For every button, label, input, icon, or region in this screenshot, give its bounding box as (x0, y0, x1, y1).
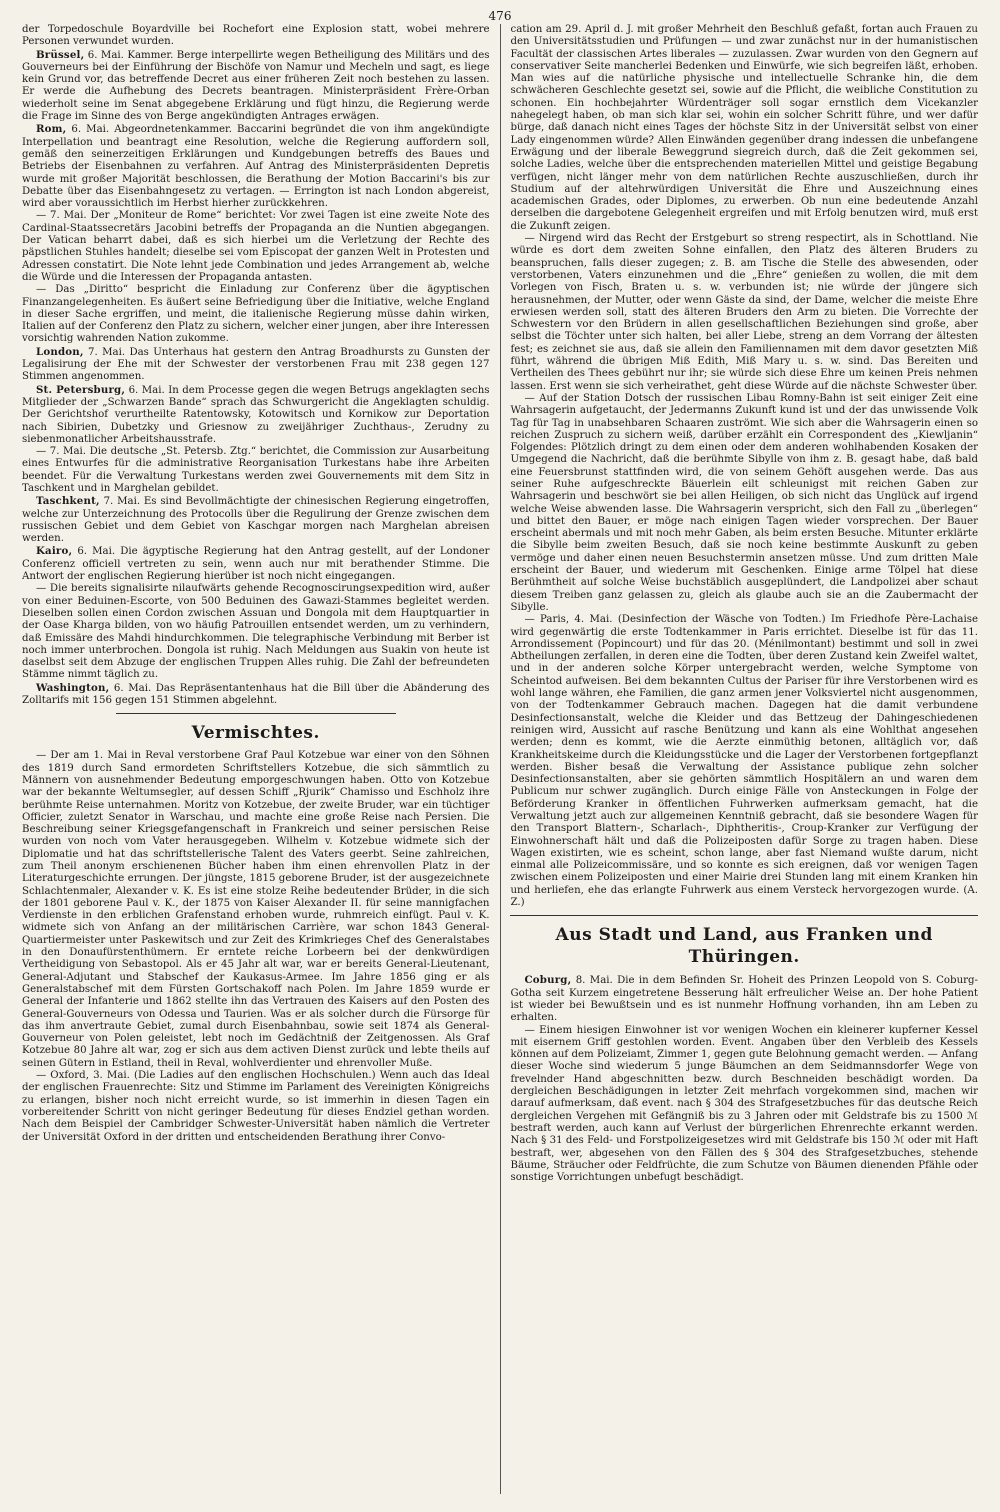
misc-article: cation am 29. April d. J. mit großer Mehrheit den Beschluß gefaßt, fortan auch Frauen zu den Universitätsstudien und Prüfungen — und zwar zunächst nur in der humanistischen Facultät der classischen Artes liberales — zuzulassen. Zwar wurden von den Gegnern auf conservativer Seite mancherlei Bedenken und Einwürfe, wie sich begreifen läßt, erhoben. Man wies auf die natürliche physische und intellectuelle Schranke hin, die dem schwächeren Geschlechte gesetzt sei, sowie auf die Pflicht, die weibliche Constitution zu schonen. Ein hochbejahrter Würdenträger soll sogar ernstlich dem Vicekanzler nahegelegt haben, ob man sich klar sei, wohin ein solcher Schritt führe, und wer dafür bürge, daß danach nicht eines Tages der höchste Sitz in der Universität selbst von einer Lady eingenommen würde? Allen Einwänden gegenüber drang indessen die unbefangene Erwägung und der liberale Beweggrund siegreich durch, daß die Zeit gekommen sei, solche Ladies, welche über die entsprechenden materiellen Mittel und geistige Begabung verfügen, nicht länger mehr von dem natürlichen Rechte auszuschließen, durch ihr Studium auf der altehrwürdigen Universität die Ehre und Auszeichnung eines academischen Grades, oder Diplomes, zu erwerben. Ob nun eine bedeutende Anzahl derselben die dargebotene Gelegenheit ergreifen und mit Erfolg benutzen wird, muß erst die Zukunft zeigen. (510, 24, 978, 232)
section-rule (116, 713, 397, 714)
misc-list (22, 750, 490, 1144)
misc-article: — Paris, 4. Mai. (Desinfection der Wäsche von Todten.) Im Friedhofe Père-Lachaise wird gegenwärtig die erste Todtenkammer in Paris errichtet. Dieselbe ist für das 11. Arrondissement (Popincourt) und für das 20. (Ménilmontant) bestimmt und soll in zwei Abtheilungen zerfallen, in deren eine die Todten, über deren Zustand kein Zweifel waltet, und in der anderen solche Körper untergebracht werden, welche Symptome von Scheintod aufweisen. Bei dem bekannten Cultus der Pariser für ihre Verstorbenen wird es wohl lange währen, ehe Familien, die ganz armen jener Volksviertel nicht ausgenommen, von der Todtenkammer Gebrauch machen. Dagegen hat die damit verbundene Desinfectionsanstalt, welche die Kleider und das Bettzeug der Dahingeschiedenen reinigen wird, Aussicht auf rasche Benützung und kann als eine Wohlthat angesehen werden; denn es kommt, wie die Aerzte einmüthig betonen, alltäglich vor, daß Krankheitskeime durch die Kleidungsstücke und die Lager der Verstorbenen fortgepflanzt werden. Bisher besaß die Verwaltung der Assistance publique zehn solcher Desinfectionsanstalten, aber sie gehörten sämmtlich Hospitälern an und waren dem Publicum nur schwer zugänglich. Durch einige Fälle von Ansteckungen in Folge der Beförderung Kranker in öffentlichen Fuhrwerken aufmerksam gemacht, hat die Verwaltung jetzt auch zur allgemeinen Kenntniß gebracht, daß sie besondere Wagen für den Transport Blattern-, Scharlach-, Diphtheritis-, Croup-Kranker zur Verfügung der Einwohnerschaft hält und daß die Polizeiposten dafür Sorge zu tragen haben. Diese Wagen existirten, wie es scheint, schon lange, aber fast Niemand wußte darum, nicht einmal alle Polizeicommissäre, und so konnte es sich ereignen, daß vor wenigen Tagen zwischen einem Polizeiposten und einer Mairie drei Stunden lang mit einem Kranken hin und herliefen, ehe das erlangte Fuhrwerk aus einem Versteck hervorgezogen wurde. (A. Z.) (510, 614, 978, 909)
news-text: In dem Processe gegen die wegen Betrugs angeklagten sechs Mitglieder der „Schwarzen Bande“ sprach das Schwurgericht die Angeklagten schuldig. Der Gerichtshof verurtheilte Ratentowsky, Kotowitsch und Kornikow zur Deportation nach Sibirien, Dubetzky und Griesnow zu zweijähriger Zuchthaus-, Zerudny zu siebenmonatlicher Arbeitshausstrafe. (22, 384, 490, 445)
news-text: Das Unterhaus hat gestern den Antrag Broadhursts zu Gunsten der Legalisirung der Ehe mit der Schwester der verstorbenen Frau mit 238 gegen 127 Stimmen angenommen. (22, 346, 490, 383)
dateline: Rom, (36, 123, 67, 136)
dateline: Washington, (36, 681, 110, 694)
dateline: Kairo, (36, 545, 73, 558)
news-list (22, 49, 490, 708)
misc-article: — Auf der Station Dotsch der russischen Libau Romny-Bahn ist seit einiger Zeit eine Wahrsagerin aufgetaucht, der Jedermanns Zukunft kund ist und der das unwissende Volk Tag für Tag in unabsehbaren Schaaren zuströmt. Wie sich aber die Wahrsagerin einen so reichen Zuspruch zu sichern weiß, darüber erzählt ein Correspondent des „Kiewljanin“ Folgendes: Plötzlich dringt zu dem einen oder dem anderen wohlhabenden Kosaken der Umgegend die Nachricht, daß die berühmte Sibylle von ihm z. B. gesagt habe, daß bald eine Feuersbrunst stattfinden wird, die von seinem Gehöft ausgehen werde. Das aus seiner Ruhe aufgeschreckte Bäuerlein eilt schleunigst mit reichen Gaben zur Wahrsagerin und beschwört sie bei allen Heiligen, ob sich nicht das Unglück auf irgend welche Weise abwenden lasse. Die Wahrsagerin verspricht, sich den Fall zu „überlegen“ und bittet den Bauer, er möge nach einigen Tagen wieder vorsprechen. Der Bauer erscheint abermals und mit noch mehr Gaben, als beim ersten Besuche. Mitunter erklärte die Sibylle beim zweiten Besuch, daß sie noch keine bestimmte Auskunft zu geben vermöge und daher einen neuen Besuchstermin ansetzen müsse. Und zum dritten Male erscheint der Bauer, und wiederum mit Geschenken. Einige arme Tölpel hat diese Berühmtheit auf solche Weise buchstäblich ausgeplündert, die Landpolizei aber schaut diesem Treiben ganz gelassen zu, gleich als glaube auch sie an die Zaubermacht der Sibylle. (510, 392, 978, 613)
date: 7. Mai. (103, 496, 141, 508)
news-text: — Die bereits signalisirte nilaufwärts gehende Recognoscirungsexpedition wird, außer von einer Beduinen-Escorte, von 500 Beduinen des Gawazi-Stammes begleitet werden. Dieselben sollen einen Cordon zwischen Assuan und Dongola mit dem Hauptquartier in der Oase Kharga bilden, von wo häufig Patrouillen entsendet werden, um zu verhindern, daß Emissäre des Mahdi hindurchkommen. Die telegraphische Verbindung mit Berber ist noch immer unterbrochen. Dongola ist ruhig. Nach Meldungen aus Suakin von heute ist daselbst seit dem Abzuge der englischen Truppen Alles ruhig. Die Zahl der befreundeten Stämme nimmt täglich zu. (22, 583, 490, 681)
news-item (22, 346, 490, 384)
section-title-vermischtes: Vermischtes. (191, 723, 320, 744)
date: 6. Mai. (77, 546, 116, 558)
news-item (22, 123, 490, 210)
news-item (22, 384, 490, 446)
left-column (22, 24, 490, 1494)
misc-continued-list (510, 24, 978, 909)
news-text: Kammer. Berge interpellirte wegen Betheiligung des Militärs und des Gouverneurs bei der Einführung der Bischöfe von Namur und Mecheln und sagt, es liege kein Grund vor, das betreffende Decret aus einer früheren Zeit noch bestehen zu lassen. Er werde die Aufhebung des Decrets beantragen. Ministerpräsident Frère-Orban wiederholt seine im Senat abgegebene Erklärung und fügt hinzu, die Regierung werde die Frage im Sinne des von Berge angekündigten Antrages erwägen. (22, 49, 490, 123)
date: 6. Mai. (71, 124, 110, 136)
news-text: Es sind Bevollmächtigte der chinesischen Regierung eingetroffen, welche zur Unterzeichnung des Protocolls über die Regulirung der Grenze zwischen dem russischen Gebiet und dem Gebiet von Kaschgar morgen nach Marghelan abreisen werden. (22, 496, 490, 545)
news-item (22, 284, 490, 345)
column-divider (500, 24, 501, 1494)
news-text: Die ägyptische Regierung hat den Antrag gestellt, auf der Londoner Conferenz officiell vertreten zu sein, wenn auch nur mit berathender Stimme. Die Antwort der englischen Regierung hierüber ist noch nicht eingegangen. (22, 546, 490, 583)
news-text: Die in dem Befinden Sr. Hoheit des Prinzen Leopold von S. Coburg-Gotha seit Kurzem eingetretene Besserung hält erfreulicher Weise an. Der hohe Patient ist wieder bei Bewußtsein und es ist nunmehr Hoffnung vorhanden, ihn am Leben zu erhalten. (510, 975, 978, 1024)
news-item (22, 49, 490, 124)
news-text: Abgeordnetenkammer. Baccarini begründet die von ihm angekündigte Interpellation und beantragt eine Resolution, welche die Regierung auffordern soll, gemäß den seinerzeitigen Erklärungen und Kundgebungen betreffs des Baues und Betriebs der Eisenbahnen zu verfahren. Auf Antrag des Ministerpräsidenten Depretis wurde mit großer Majorität beschlossen, die Berathung der Motion Baccarini's bis zur Debatte über das Eisenbahngesetz zu vertagen. — Errington ist nach London abgereist, wird aber voraussichtlich im Herbst hierher zurückkehren. (22, 124, 490, 210)
news-item (510, 974, 978, 1024)
date: — 7. Mai. (36, 210, 87, 222)
news-item (22, 583, 490, 681)
local-news-list (510, 974, 978, 1184)
article-continuation: der Torpedoschule Boyardville bei Rochefort eine Explosion statt, wobei mehrere Personen verwundet wurden. (22, 24, 490, 48)
news-item (22, 545, 490, 583)
news-item (22, 446, 490, 495)
news-text: Der „Moniteur de Rome“ berichtet: Vor zwei Tagen ist eine zweite Note des Cardinal-Staatssecretärs Jacobini betreffs der Propaganda an die Nuntien abgegangen. Der Vatican beharrt dabei, daß es sich hierbei um die Verletzung der Rechte des päpstlichen Stuhles handelt; dieselbe sei vom Episcopat der ganzen Welt in Protesten und Adressen constatirt. Die Note lehnt jede Combination und jedes Arrangement ab, welche die Würde und die Interessen der Propaganda antasten. (22, 210, 490, 283)
misc-article: — Nirgend wird das Recht der Erstgeburt so streng respectirt, als in Schottland. Nie würde es dort dem zweiten Sohne einfallen, den Platz des älteren Bruders zu beanspruchen, falls dieser zugegen; z. B. am Tische die Stelle des abwesenden, oder verstorbenen, Vaters einzunehmen und die „Ehre“ genießen zu wollen, die mit dem Vorlegen von Fisch, Braten u. s. w. verbunden ist; nie würde der jüngere sich herausnehmen, der Mutter, oder wenn Gäste da sind, der Dame, welcher die meiste Ehre erwiesen werden soll, statt des älteren Bruders den Arm zu bieten. Die Vorrechte der Schwestern vor den Brüdern in allen gesellschaftlichen Beziehungen sind große, aber selbst die Töchter unter sich halten, bei aller Liebe, streng an dem Vorrang der ältesten fest; es zeichnet sie aus, daß sie allein den Familiennamen mit dem davor gesetzten Miß führt, während die übrigen Miß Edith, Miß Mary u. s. w. sind. Das Bereiten und Vertheilen des Thees gebührt nur ihr; sie würde sich diese Ehre um keinen Preis nehmen lassen. Erst wenn sie sich verheirathet, geht diese Würde auf die nächste Schwester über. (510, 233, 978, 392)
news-item (22, 210, 490, 284)
date: 8. Mai. (575, 975, 613, 987)
dateline: Coburg, (524, 974, 572, 987)
dateline: Taschkent, (36, 495, 100, 508)
date: — 7. Mai. (36, 446, 87, 458)
news-text: — Das „Diritto“ bespricht die Einladung zur Conferenz über die ägyptischen Finanzangelegenheiten. Es äußert seine Befriedigung über die Initiative, welche England in dieser Sache ergriffen, und meint, die italienische Regierung müsse dahin wirken, Italien auf der Conferenz den Platz zu sichern, welcher einer jungen, aber ihre Interessen vorsichtig wahrenden Nation zukomme. (22, 284, 490, 345)
section-title-local-news: Aus Stadt und Land, aus Franken und Thüringen. (555, 925, 933, 968)
dateline: Brüssel, (36, 48, 85, 61)
news-item (510, 1025, 978, 1185)
dateline: London, (36, 345, 84, 358)
news-text: — Einem hiesigen Einwohner ist vor wenigen Wochen ein kleinerer kupferner Kessel mit eisernem Griff gestohlen worden. Event. Angaben über den Verbleib des Kessels können auf dem Polizeiamt, Zimmer 1, gegen gute Belohnung gemacht werden. — Anfang dieser Woche sind wiederum 5 junge Bäumchen an dem Seidmannsdorfer Wege von frevelnder Hand abgeschnitten bezw. durch Beschneiden beschädigt worden. Da dergleichen Beschädigungen in letzter Zeit mehrfach vorgekommen sind, machen wir darauf aufmerksam, daß event. nach § 304 des Strafgesetzbuches für das deutsche Reich dergleichen Vergehen mit Gefängniß bis zu 3 Jahren oder mit Geldstrafe bis zu 1500 ℳ bestraft werden, auch kann auf Verlust der bürgerlichen Ehrenrechte erkannt werden. Nach § 31 des Feld- und Forstpolizeigesetzes wird mit Geldstrafe bis 150 ℳ oder mit Haft bestraft, wer, abgesehen von den Fällen des § 304 des Strafgesetzbuches, stehende Bäume, Sträucher oder Feldfrüchte, die zum Schutze von Bäumen dienenden Pfähle oder sonstige Vorrichtungen unbefugt beschädigt. (510, 1024, 978, 1184)
date: 7. Mai. (88, 346, 126, 358)
dateline: St. Petersburg, (36, 383, 126, 396)
right-column (510, 24, 978, 1494)
news-text: Die deutsche „St. Petersb. Ztg.“ berichtet, die Commission zur Ausarbeitung eines Entwurfes für die administrative Reorganisation Turkestans habe ihre Arbeiten beendet. Für die Verwaltung Turkestans werden zwei Gouvernements mit dem Sitz in Taschkent und in Marghelan gebildet. (22, 446, 490, 494)
news-text: Das Repräsentantenhaus hat die Bill über die Abänderung des Zolltarifs mit 156 gegen 151 Stimmen abgelehnt. (22, 682, 490, 707)
misc-article: — Oxford, 3. Mai. (Die Ladies auf den englischen Hochschulen.) Wenn auch das Ideal der englischen Frauenrechte: Sitz und Stimme im Parlament des Vereinigten Königreichs zu erlangen, bisher noch nicht erreicht wurde, so ist immerhin in diesen Tagen ein vorbereitender Schritt von nicht geringer Bedeutung für dieses Endziel gethan worden. Nach dem Beispiel der Cambridger Schwester-Universität haben nämlich die Vertreter der Universität Oxford in der dritten und entscheidenden Berathung ihrer Convo- (22, 1070, 490, 1143)
news-item (22, 495, 490, 545)
date: 6. Mai. (113, 682, 152, 694)
date: 6. Mai. (87, 49, 124, 61)
news-item (22, 682, 490, 708)
page-number: 476 (488, 9, 512, 23)
section-rule (510, 915, 978, 916)
columns (22, 24, 978, 1494)
date: 6. Mai. (128, 384, 165, 396)
misc-article: — Der am 1. Mai in Reval verstorbene Graf Paul Kotzebue war einer von den Söhnen des 1819 durch Sand ermordeten Schriftstellers Kotzebue, die sich sämmtlich zu Männern von ausnehmender Bedeutung emporgeschwungen haben. Otto von Kotzebue war der bekannte Weltumsegler, auf dessen Schiff „Rjurik“ Chamisso und Eschholz ihre berühmte Reise unternahmen. Moritz von Kotzebue, der zweite Bruder, war ein tüchtiger Officier, zuletzt Senator in Warschau, und machte eine große Reise nach Persien. Die Beschreibung seiner Kriegsgefangenschaft in Frankreich und seiner persischen Reise wurden von noch vom Vater herausgegeben. Wilhelm v. Kotzebue widmete sich der Diplomatie und hat das schriftstellerische Talent des Vaters geerbt. Seine zahlreichen, zum Theil anonym erschienenen Bücher haben ihm einen ehrenvollen Platz in der Literaturgeschichte errungen. Der jüngste, 1815 geborene Bruder, ist der ausgezeichnete Schlachtenmaler, Alexander v. K. Es ist eine stolze Reihe bedeutender Brüder, in die sich der 1801 geborene Paul v. K., der 1875 von Kaiser Alexander II. für seine mannigfachen Verdienste in den erblichen Grafenstand erhoben wurde, ruhmreich einfügt. Paul v. K. widmete sich von Anfang an der militärischen Carrière, war schon 1843 General-Quartiermeister unter Paskewitsch und zur Zeit des Krimkrieges Chef des Generalstabes in den Donaufürstenthümern. Er erntete reiche Lorbeern bei der denkwürdigen Vertheidigung von Sebastopol. Als er 45 Jahr alt war, war er bereits General-Lieutenant, General-Adjutant und Stabschef der Kaukasus-Armee. Im Jahre 1856 ging er als Generalstabschef mit dem Fürsten Gortschakoff nach Polen. Im Jahre 1859 wurde er General der Infanterie und 1862 stellte ihn das Vertrauen des Kaisers auf den Posten des General-Gouverneurs von Odessa und Taurien. Was er als solcher durch die Fürsorge für das ihm anvertraute Gebiet, zumal durch Eisenbahnbau, sowie seit 1874 als General-Gouverneur von Polen geleistet, lebt noch im Gedächtniß der Zeitgenossen. Als Graf Kotzebue 80 Jahre alt war, zog er sich aus dem activen Dienst zurück und lebte theils auf seinen Gütern in Estland, theil in Reval, wohlverdienter und ehrenvoller Muße. (22, 750, 490, 1069)
